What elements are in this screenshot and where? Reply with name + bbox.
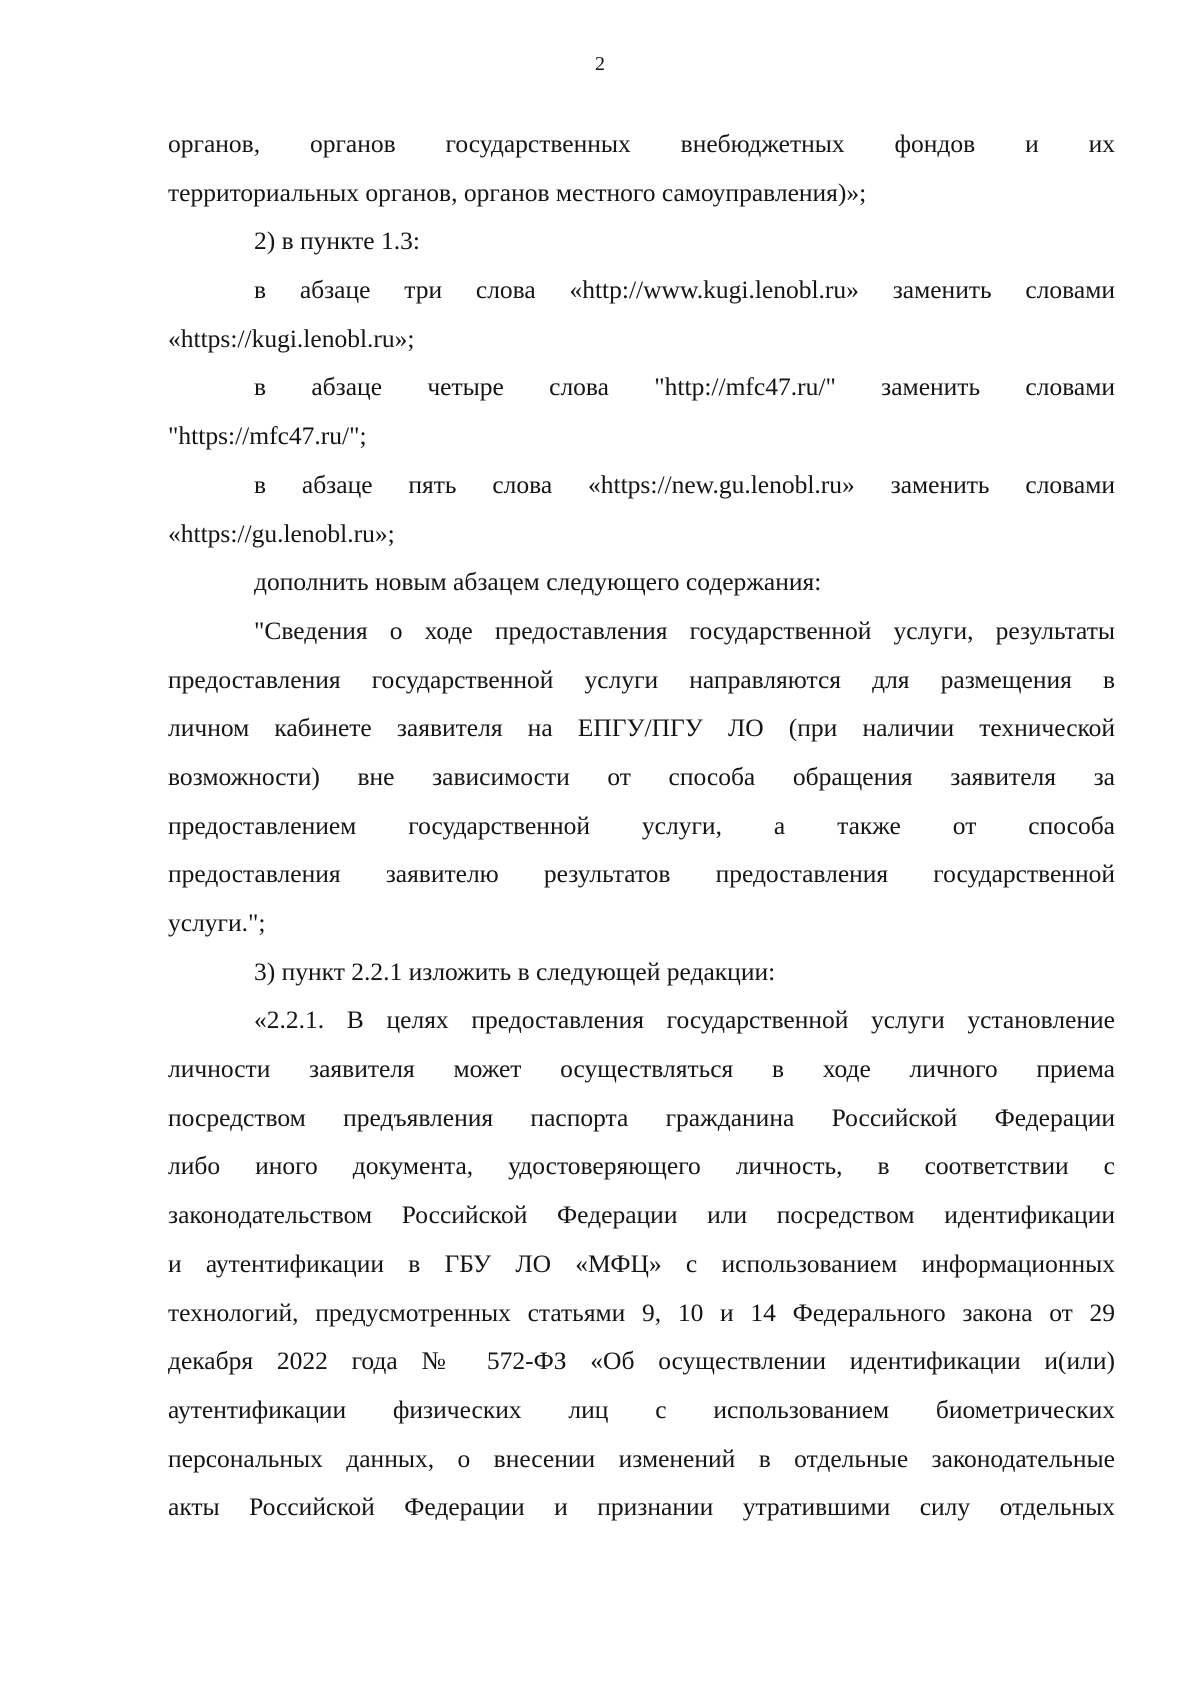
text-line: личном кабинете заявителя на ЕПГУ/ПГУ ЛО (при наличии технической [168,713,1115,743]
text-line: в абзаце пять слова «https://new.gu.lenobl.ru» заменить словами [254,469,1115,499]
text-line: «https://gu.lenobl.ru»; [168,518,395,548]
text-line: "Сведения о ходе предоставления государственной услуги, результаты [254,615,1115,645]
text-line: законодательством Российской Федерации или посредством идентификации [168,1200,1115,1230]
text-line: в абзаце три слова «http://www.kugi.lenobl.ru» заменить словами [254,275,1115,305]
text-line: технологий, предусмотренных статьями 9, 10 и 14 Федерального закона от 29 [168,1297,1115,1327]
text-line: территориальных органов, органов местного самоуправления)»; [168,177,867,207]
text-line: посредством предъявления паспорта гражданина Российской Федерации [168,1102,1115,1132]
text-line: предоставлением государственной услуги, а также от способа [168,810,1115,840]
document-body [168,120,1115,1532]
text-line: дополнить новым абзацем следующего содержания: [254,567,822,597]
text-line: 2) в пункте 1.3: [254,226,420,256]
text-line: либо иного документа, удостоверяющего личность, в соответствии с [168,1151,1115,1181]
text-line: и аутентификации в ГБУ ЛО «МФЦ» с использованием информационных [168,1248,1115,1278]
text-line: органов, органов государственных внебюджетных фондов и их [168,129,1115,158]
text-line: «2.2.1. В целях предоставления государственной услуги установление [254,1005,1115,1035]
text-line: аутентификации физических лиц с использованием биометрических [168,1394,1115,1424]
page-number: 2 [595,53,605,75]
text-line: декабря 2022 года № 572-ФЗ «Об осуществлении идентификации и(или) [168,1346,1115,1376]
text-line: в абзаце четыре слова "http://mfc47.ru/" заменить словами [254,372,1115,402]
text-line: возможности) вне зависимости от способа обращения заявителя за [168,761,1115,791]
text-line: личности заявителя может осуществляться в ходе личного приема [168,1054,1115,1084]
text-line: услуги."; [168,908,266,937]
text-line: 3) пункт 2.2.1 изложить в следующей редакции: [254,956,776,986]
text-line: предоставления государственной услуги направляются для размещения в [168,664,1115,694]
text-line: персональных данных, о внесении изменений в отдельные законодательные [168,1443,1115,1473]
text-line: акты Российской Федерации и признании утратившими силу отдельных [168,1492,1115,1522]
text-line: "https://mfc47.ru/"; [168,421,367,451]
text-line: предоставления заявителю результатов предоставления государственной [168,859,1115,889]
text-line: «https://kugi.lenobl.ru»; [168,323,415,353]
